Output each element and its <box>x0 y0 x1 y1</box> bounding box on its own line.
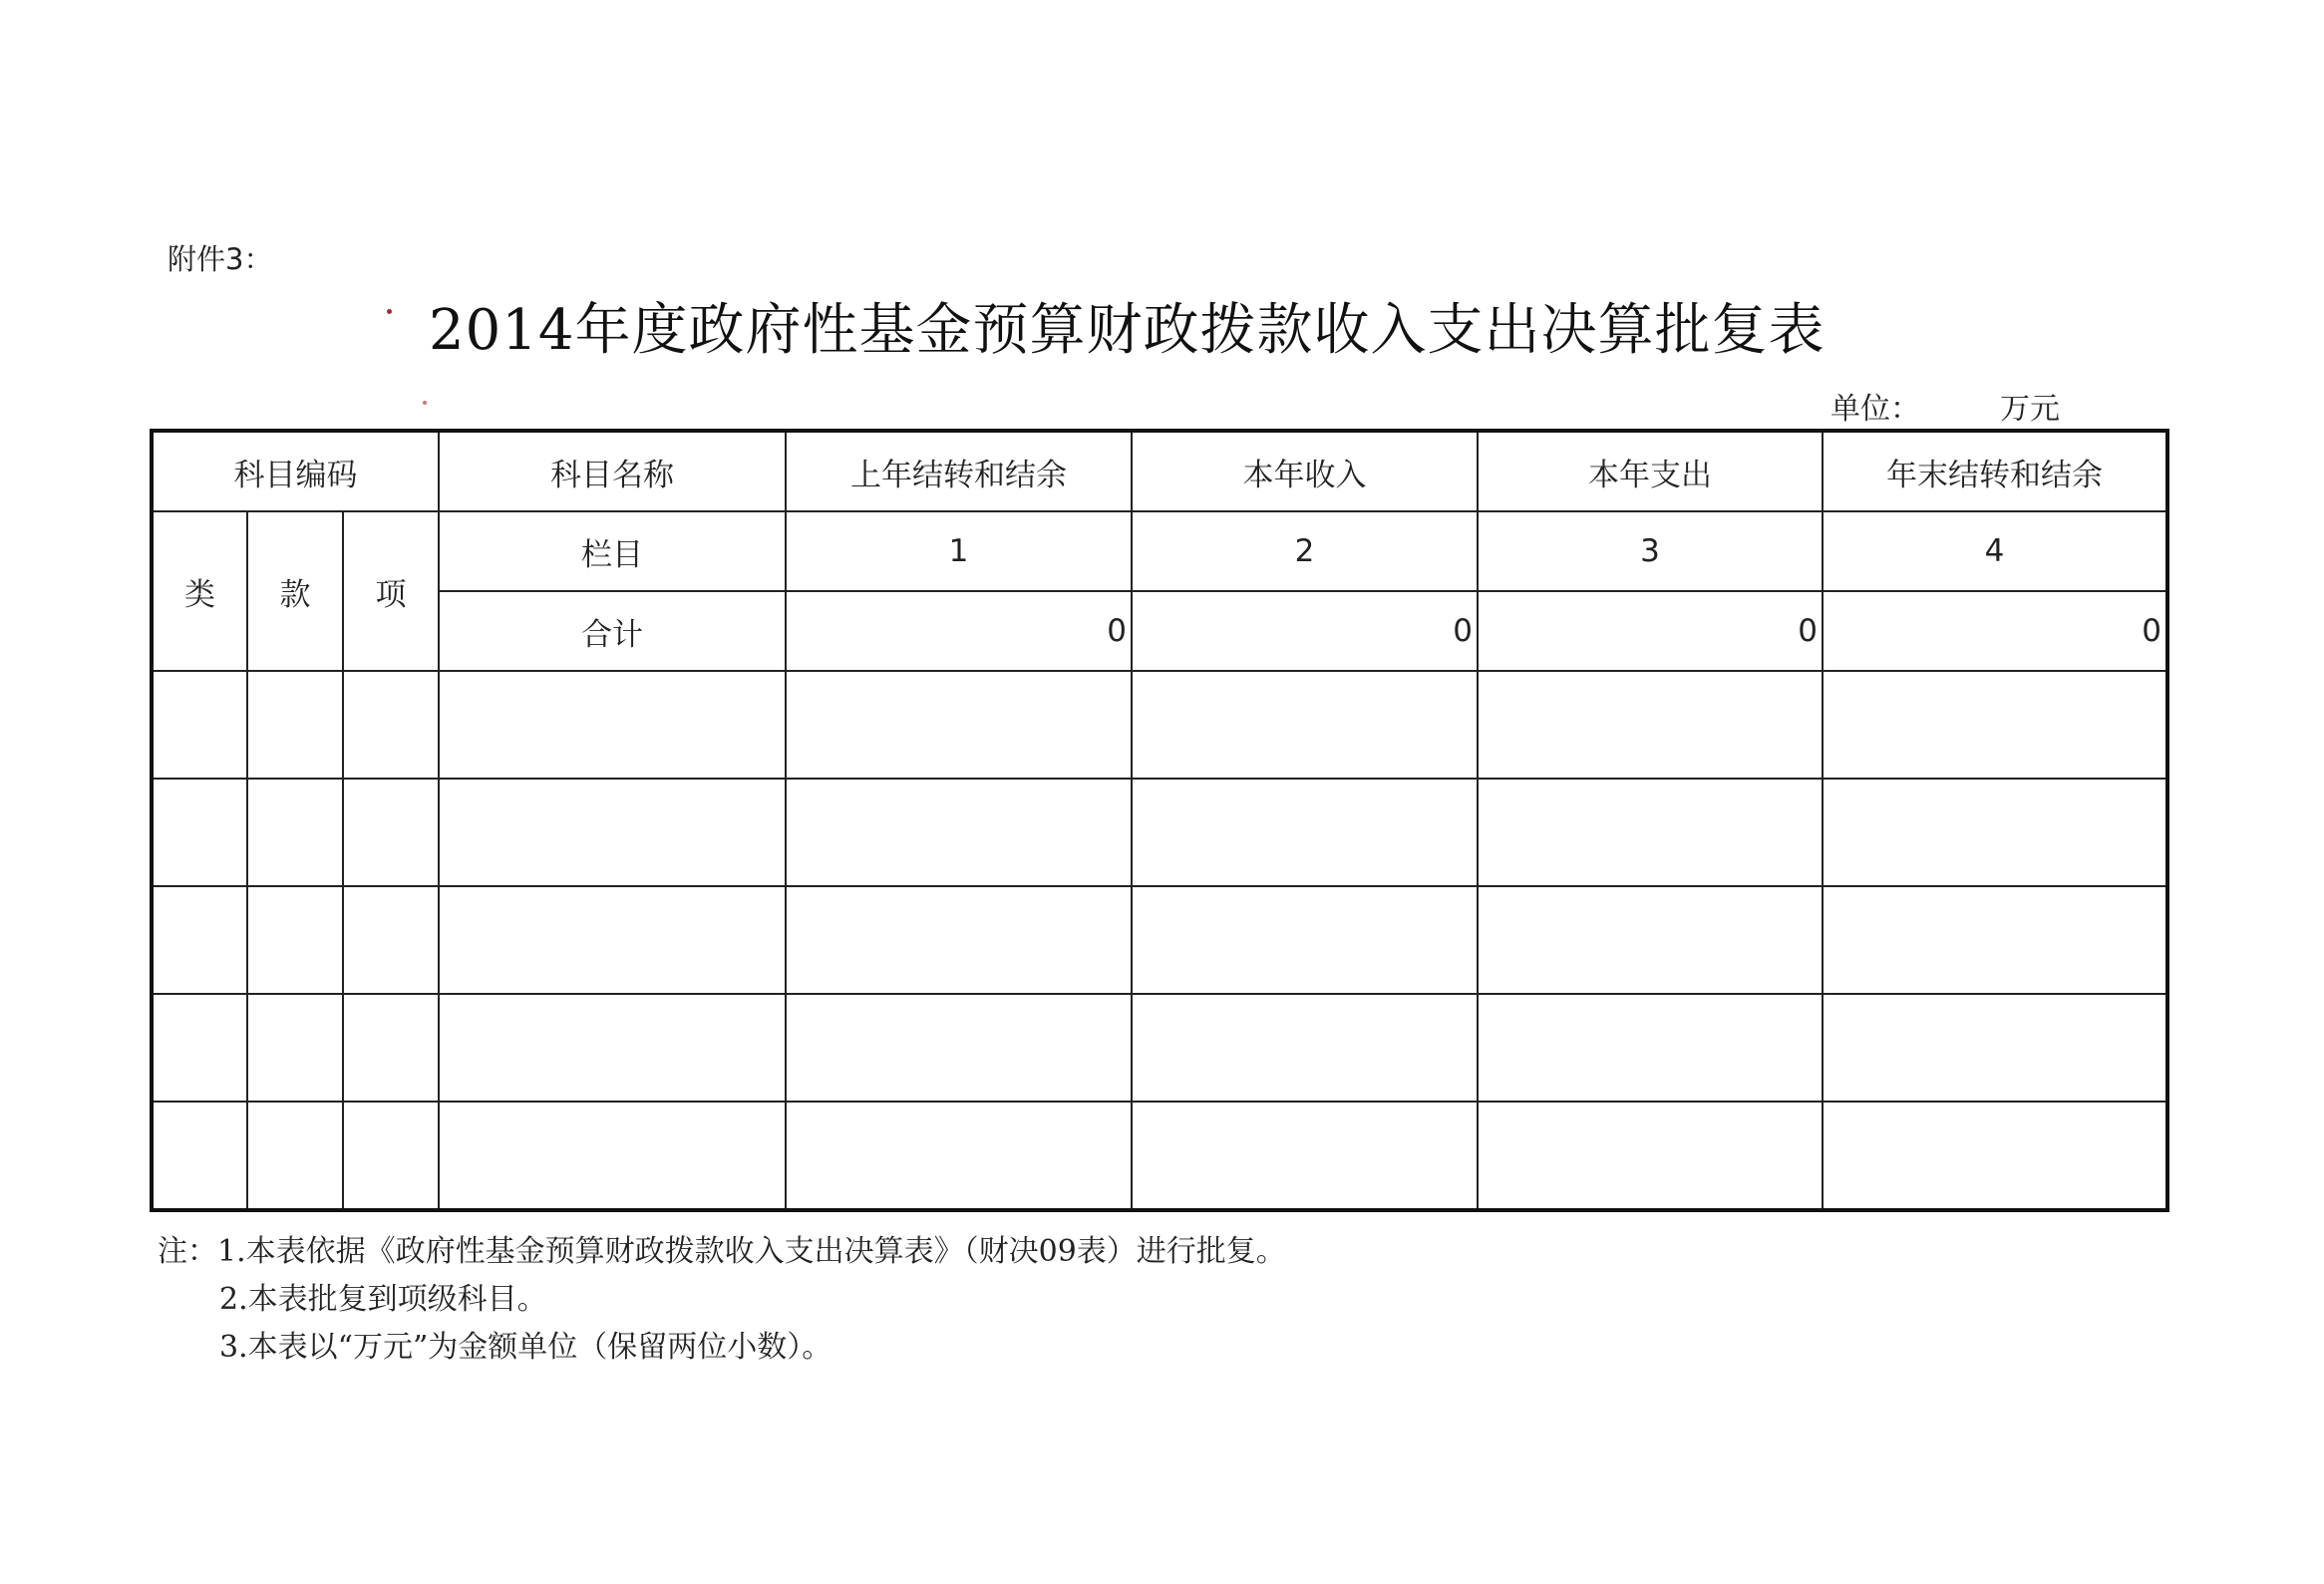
note-2: 2.本表批复到项级科目。 <box>219 1282 547 1317</box>
empty-cell <box>439 779 786 886</box>
column-row-label: 栏目 <box>439 511 786 591</box>
empty-cell <box>439 671 786 779</box>
empty-cell <box>1478 1102 1823 1210</box>
empty-cell <box>1478 886 1823 994</box>
empty-cell <box>247 1102 343 1210</box>
empty-cell <box>152 779 247 886</box>
unit-value: 万元 <box>2000 392 2060 427</box>
empty-cell <box>1478 779 1823 886</box>
code-part-kuan: 款 <box>247 511 343 671</box>
table-row <box>152 1102 2167 1210</box>
empty-cell <box>439 1102 786 1210</box>
empty-cell <box>786 994 1132 1102</box>
scan-speck <box>423 401 427 405</box>
page-title: 2014年度政府性基金预算财政拨款收入支出决算批复表 <box>429 298 1826 363</box>
empty-cell <box>152 994 247 1102</box>
code-part-xiang: 项 <box>343 511 439 671</box>
empty-cell <box>1478 994 1823 1102</box>
empty-cell <box>343 671 439 779</box>
empty-cell <box>1132 779 1478 886</box>
empty-cell <box>343 1102 439 1210</box>
empty-cell <box>152 886 247 994</box>
empty-cell <box>1823 779 2167 886</box>
empty-cell <box>247 886 343 994</box>
header-row <box>152 431 2167 511</box>
unit-label: 单位： <box>1830 392 1920 427</box>
empty-cell <box>1132 886 1478 994</box>
empty-cell <box>1132 1102 1478 1210</box>
header-col-4: 年末结转和结余 <box>1823 431 2167 511</box>
total-value-1: 0 <box>786 591 1132 671</box>
column-number-row <box>152 511 2167 591</box>
empty-cell <box>1823 994 2167 1102</box>
empty-cell <box>439 886 786 994</box>
empty-cell <box>247 779 343 886</box>
header-subject-code: 科目编码 <box>152 431 439 511</box>
unit-line <box>1830 384 2060 428</box>
column-number-3: 3 <box>1478 511 1823 591</box>
note-3: 3.本表以“万元”为金额单位（保留两位小数）。 <box>219 1330 832 1365</box>
empty-cell <box>1823 886 2167 994</box>
empty-cell <box>439 994 786 1102</box>
empty-cell <box>152 671 247 779</box>
notes <box>158 1228 1286 1372</box>
budget-table <box>150 429 2169 1212</box>
empty-cell <box>247 994 343 1102</box>
scan-speck <box>387 309 392 314</box>
attachment-label: 附件3： <box>167 242 273 276</box>
total-value-3: 0 <box>1478 591 1823 671</box>
code-part-lei: 类 <box>152 511 247 671</box>
table-row <box>152 886 2167 994</box>
empty-cell <box>1132 671 1478 779</box>
header-col-3: 本年支出 <box>1478 431 1823 511</box>
empty-cell <box>786 1102 1132 1210</box>
table-row <box>152 994 2167 1102</box>
total-value-2: 0 <box>1132 591 1478 671</box>
empty-cell <box>1478 671 1823 779</box>
column-number-2: 2 <box>1132 511 1478 591</box>
empty-cell <box>343 779 439 886</box>
empty-cell <box>1823 671 2167 779</box>
total-value-4: 0 <box>1823 591 2167 671</box>
total-row <box>152 591 2167 671</box>
column-number-1: 1 <box>786 511 1132 591</box>
empty-cell <box>343 994 439 1102</box>
table-row <box>152 779 2167 886</box>
header-col-2: 本年收入 <box>1132 431 1478 511</box>
empty-cell <box>247 671 343 779</box>
header-subject-name: 科目名称 <box>439 431 786 511</box>
table-row <box>152 671 2167 779</box>
header-col-1: 上年结转和结余 <box>786 431 1132 511</box>
total-row-label: 合计 <box>439 591 786 671</box>
empty-cell <box>786 671 1132 779</box>
empty-cell <box>1823 1102 2167 1210</box>
empty-cell <box>1132 994 1478 1102</box>
empty-cell <box>343 886 439 994</box>
empty-cell <box>152 1102 247 1210</box>
empty-cell <box>786 886 1132 994</box>
column-number-4: 4 <box>1823 511 2167 591</box>
note-1: 注：1.本表依据《政府性基金预算财政拨款收入支出决算表》（财决09表）进行批复。 <box>158 1234 1286 1269</box>
empty-cell <box>786 779 1132 886</box>
